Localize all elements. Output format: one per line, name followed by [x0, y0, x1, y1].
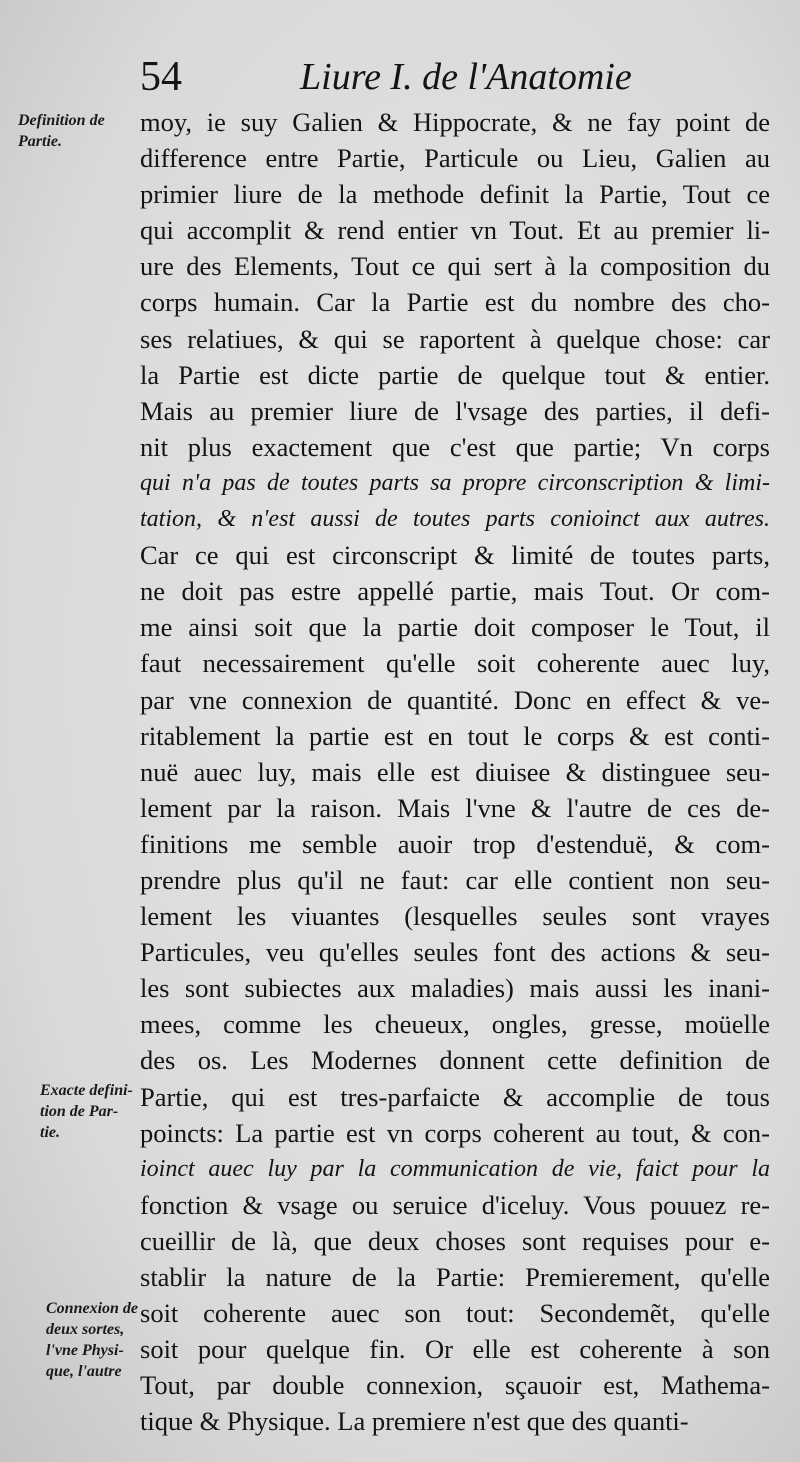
text-line: soit pour quelque fin. Or elle est coherente à son [140, 1334, 770, 1365]
text-line: la Partie est dicte partie de quelque tout & entier. [140, 359, 770, 390]
text-line: lement par la raison. Mais l'vne & l'autre de ces de- [140, 792, 770, 823]
text-line: ses relatiues, & qui se raportent à quelque chose: car [140, 323, 770, 354]
text-line: Partie, qui est tres-parfaicte & accomplie de tous [140, 1081, 770, 1112]
text-line: Mais au premier liure de l'vsage des parties, il defi- [140, 395, 770, 426]
text-line: prendre plus qu'il ne faut: car elle contient non seu- [140, 864, 770, 895]
text-line: nuë auec luy, mais elle est diuisee & distinguee seu- [140, 756, 770, 787]
text-line: cueillir de là, que deux choses sont requises pour e- [140, 1225, 770, 1256]
text-line: ritablement la partie est en tout le corps & est conti- [140, 720, 770, 751]
page-number: 54 [140, 54, 182, 100]
text-line: des os. Les Modernes donnent cette definition de [140, 1045, 770, 1076]
text-line: finitions me semble auoir trop d'estenduë, & com- [140, 828, 770, 859]
margin-note-connexion [46, 1298, 138, 1382]
text-line: lement les viuantes (lesquelles seules sont vrayes [140, 901, 770, 932]
text-line: tation, & n'est aussi de toutes parts conioinct aux autres. [140, 506, 770, 533]
text-line: poincts: La partie est vn corps coherent au tout, & con- [140, 1117, 770, 1148]
text-line: difference entre Partie, Particule ou Lieu, Galien au [140, 143, 770, 174]
text-line: par vne connexion de quantité. Donc en effect & ve- [140, 684, 770, 715]
text-line: Particules, veu qu'elles seules font des actions & seu- [140, 937, 770, 968]
text-line: fonction & vsage ou seruice d'iceluy. Vous pouuez re- [140, 1189, 770, 1220]
text-line: qui accomplit & rend entier vn Tout. Et au premier li- [140, 215, 770, 246]
margin-note-line: Exacte defini- [40, 1082, 133, 1099]
margin-note-line: Definition de [18, 112, 105, 129]
text-line: les sont subiectes aux maladies) mais aussi les inani- [140, 973, 770, 1004]
text-line: faut necessairement qu'elle soit coherente auec luy, [140, 648, 770, 679]
margin-note-line: que, l'autre [46, 1363, 122, 1380]
text-line: soit coherente auec son tout: Secondemẽt, qu'elle [140, 1298, 770, 1329]
page-header [0, 54, 800, 104]
text-line: corps humain. Car la Partie est du nombre des cho- [140, 287, 770, 318]
text-line: moy, ie suy Galien & Hippocrate, & ne fay point de [140, 107, 770, 137]
text-line: tique & Physique. La premiere n'est que des quanti- [140, 1406, 689, 1437]
body-text [140, 104, 770, 1439]
margin-note-line: l'vne Physi- [46, 1342, 124, 1359]
margin-note-line: tie. [40, 1124, 60, 1141]
text-line: nit plus exactement que c'est que partie; Vn corps [140, 431, 770, 462]
text-line: stablir la nature de la Partie: Premierement, qu'elle [140, 1262, 770, 1292]
margin-note-definition [18, 110, 105, 152]
text-line: ure des Elements, Tout ce qui sert à la composition du [140, 251, 770, 282]
text-line: qui n'a pas de toutes parts sa propre circonscription & limi- [140, 469, 770, 496]
text-line: Tout, par double connexion, sçauoir est, Mathema- [140, 1370, 770, 1401]
margin-note-line: deux sortes, [46, 1321, 125, 1338]
margin-note-line: Connexion de [46, 1300, 139, 1317]
text-line: ne doit pas estre appellé partie, mais Tout. Or com- [140, 576, 770, 607]
running-title: Liure I. de l'Anatomie [300, 56, 632, 98]
text-line: primier liure de la methode definit la Partie, Tout ce [140, 179, 770, 210]
margin-note-line: tion de Par- [40, 1103, 119, 1120]
margin-note-line: Partie. [18, 133, 62, 150]
text-line: me ainsi soit que la partie doit composer le Tout, il [140, 612, 770, 643]
text-line: mees, comme les cheueux, ongles, gresse, moüelle [140, 1009, 770, 1040]
text-line: ioinct auec luy par la communication de vie, faict pour la [140, 1155, 770, 1182]
margin-note-exacte [40, 1080, 133, 1143]
text-line: Car ce qui est circonscript & limité de toutes parts, [140, 540, 770, 571]
